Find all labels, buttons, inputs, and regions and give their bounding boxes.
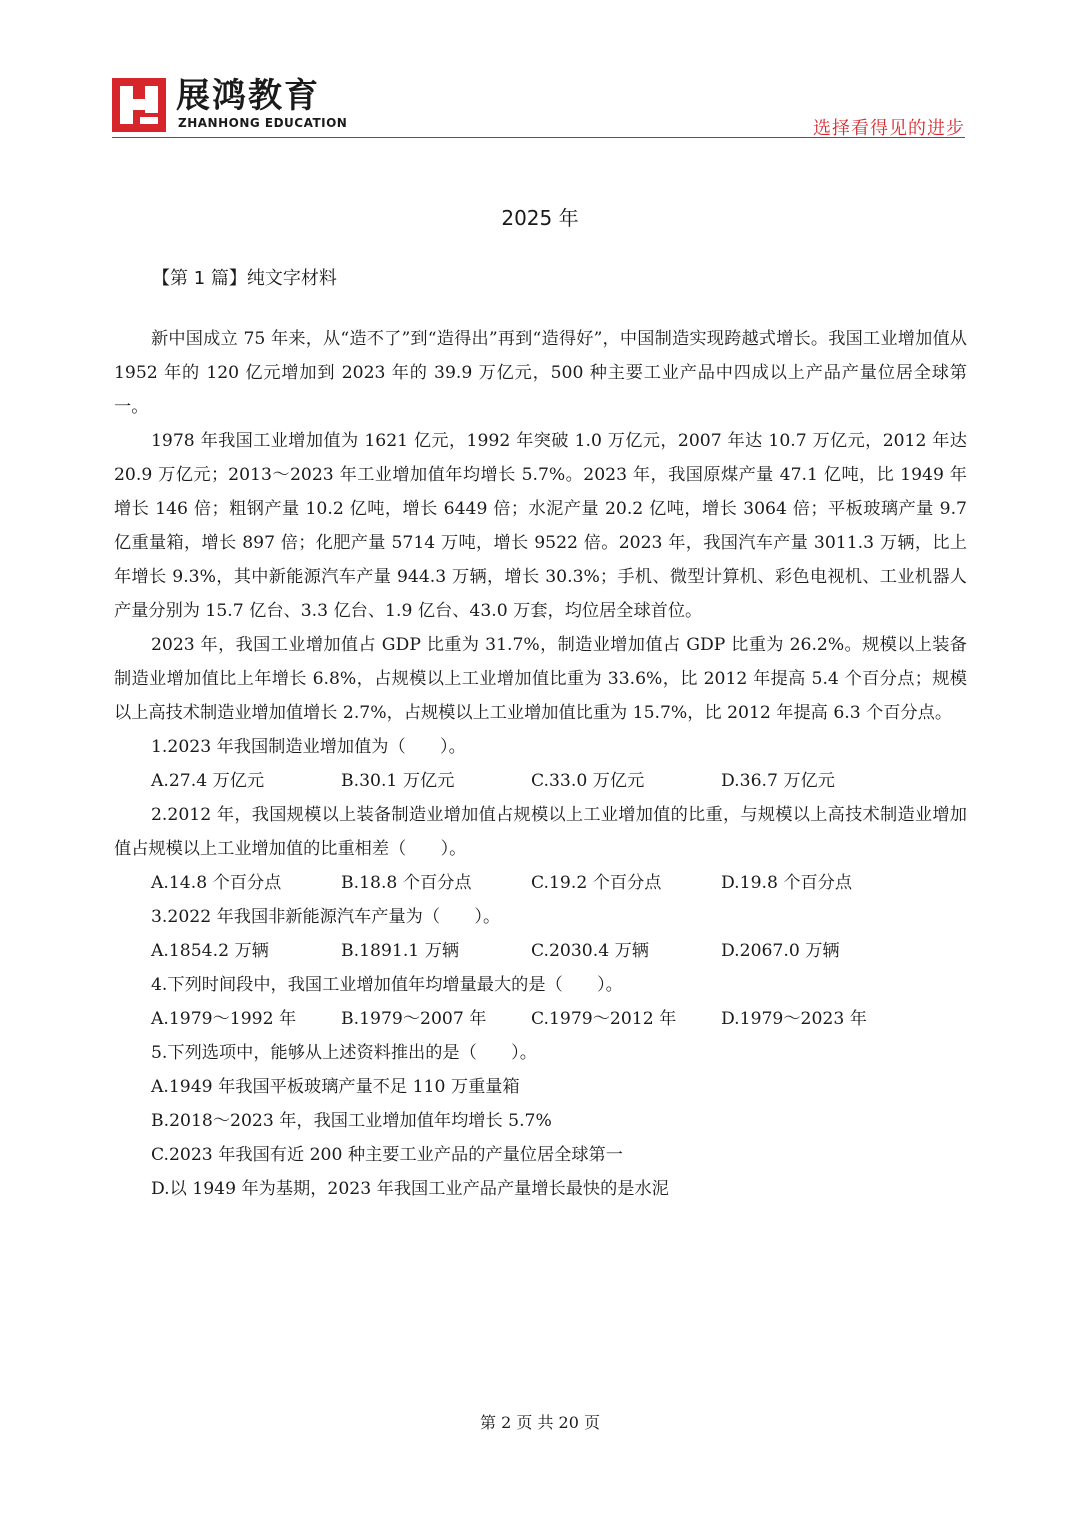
question-4: 4.下列时间段中，我国工业增加值年均增量最大的是（ ）。 — [151, 975, 623, 995]
question-3: 3.2022 年我国非新能源汽车产量为（ ）。 — [151, 907, 501, 927]
option: B.1979～2007 年 — [341, 1009, 487, 1029]
option: C.2030.4 万辆 — [531, 941, 649, 961]
question-2: 2.2012 年，我国规模以上装备制造业增加值占规模以上工业增加值的比重，与规模以上高技术制造业增加值占规模以上工业增加值的比重相差（ ）。 — [114, 805, 967, 859]
page-title: 2025 年 — [501, 206, 579, 230]
option: D.19.8 个百分点 — [721, 873, 853, 893]
material-paragraph: 新中国成立 75 年来，从“造不了”到“造得出”再到“造得好”，中国制造实现跨越式增长。我国工业增加值从 1952 年的 120 亿元增加到 2023 年的 39.9 万亿元，500 种主要工业产品中四成以上产品产量位居全球第一。 — [114, 329, 967, 417]
main-content — [114, 322, 967, 1206]
question-3-options — [114, 934, 967, 968]
option: A.1979～1992 年 — [151, 1009, 297, 1029]
question-4-options — [114, 1002, 967, 1036]
option: D.以 1949 年为基期，2023 年我国工业产品产量增长最快的是水泥 — [151, 1179, 669, 1199]
option: A.1854.2 万辆 — [151, 941, 269, 961]
option: B.1891.1 万辆 — [341, 941, 460, 961]
question-2-options — [114, 866, 967, 900]
page-header — [112, 76, 965, 140]
option: C.1979～2012 年 — [531, 1009, 677, 1029]
page-number: 第 2 页 共 20 页 — [480, 1413, 600, 1432]
zhanhong-logo-icon — [112, 78, 166, 132]
question-1-options — [114, 764, 967, 798]
question-5: 5.下列选项中，能够从上述资料推出的是（ ）。 — [151, 1043, 537, 1063]
option: D.36.7 万亿元 — [721, 771, 835, 791]
option: A.14.8 个百分点 — [151, 873, 282, 893]
option: B.2018～2023 年，我国工业增加值年均增长 5.7% — [151, 1111, 552, 1131]
header-divider — [112, 137, 965, 138]
brand-name: 展鸿教育 — [176, 76, 320, 116]
option: A.27.4 万亿元 — [151, 771, 265, 791]
option: D.1979～2023 年 — [721, 1009, 867, 1029]
option: B.18.8 个百分点 — [341, 873, 472, 893]
material-paragraph: 2023 年，我国工业增加值占 GDP 比重为 31.7%，制造业增加值占 GDP 比重为 26.2%。规模以上装备制造业增加值比上年增长 6.8%，占规模以上工业增加值比重为 33.6%，比 2012 年提高 5.4 个百分点；规模以上高技术制造业增加值增长 2.7%，占规模以上工业增加值比重为 15.7%，比 2012 年提高 6.3 个百分点。 — [114, 635, 967, 723]
option: A.1949 年我国平板玻璃产量不足 110 万重量箱 — [151, 1077, 520, 1097]
question-1: 1.2023 年我国制造业增加值为（ ）。 — [151, 737, 466, 757]
section-title: 【第 1 篇】纯文字材料 — [152, 268, 337, 289]
material-paragraph: 1978 年我国工业增加值为 1621 亿元，1992 年突破 1.0 万亿元，2007 年达 10.7 万亿元，2012 年达 20.9 万亿元；2013～2023 年工业增加值年均增长 5.7%。2023 年，我国原煤产量 47.1 亿吨，比 1949 年增长 146 倍；粗钢产量 10.2 亿吨，增长 6449 倍；水泥产量 20.2 亿吨，增长 3064 倍；平板玻璃产量 9.7 亿重量箱，增长 897 倍；化肥产量 5714 万吨，增长 9522 倍。2023 年，我国汽车产量 3011.3 万辆，比上年增长 9.3%，其中新能源汽车产量 944.3 万辆，增长 30.3%；手机、微型计算机、彩色电视机、工业机器人产量分别为 15.7 亿台、3.3 亿台、1.9 亿台、43.0 万套，均位居全球首位。 — [114, 431, 967, 621]
option: B.30.1 万亿元 — [341, 771, 455, 791]
option: C.19.2 个百分点 — [531, 873, 662, 893]
brand-name-en: ZHANHONG EDUCATION — [178, 116, 348, 130]
option: C.33.0 万亿元 — [531, 771, 645, 791]
option: C.2023 年我国有近 200 种主要工业产品的产量位居全球第一 — [151, 1145, 623, 1165]
option: D.2067.0 万辆 — [721, 941, 840, 961]
slogan: 选择看得见的进步 — [813, 118, 965, 139]
